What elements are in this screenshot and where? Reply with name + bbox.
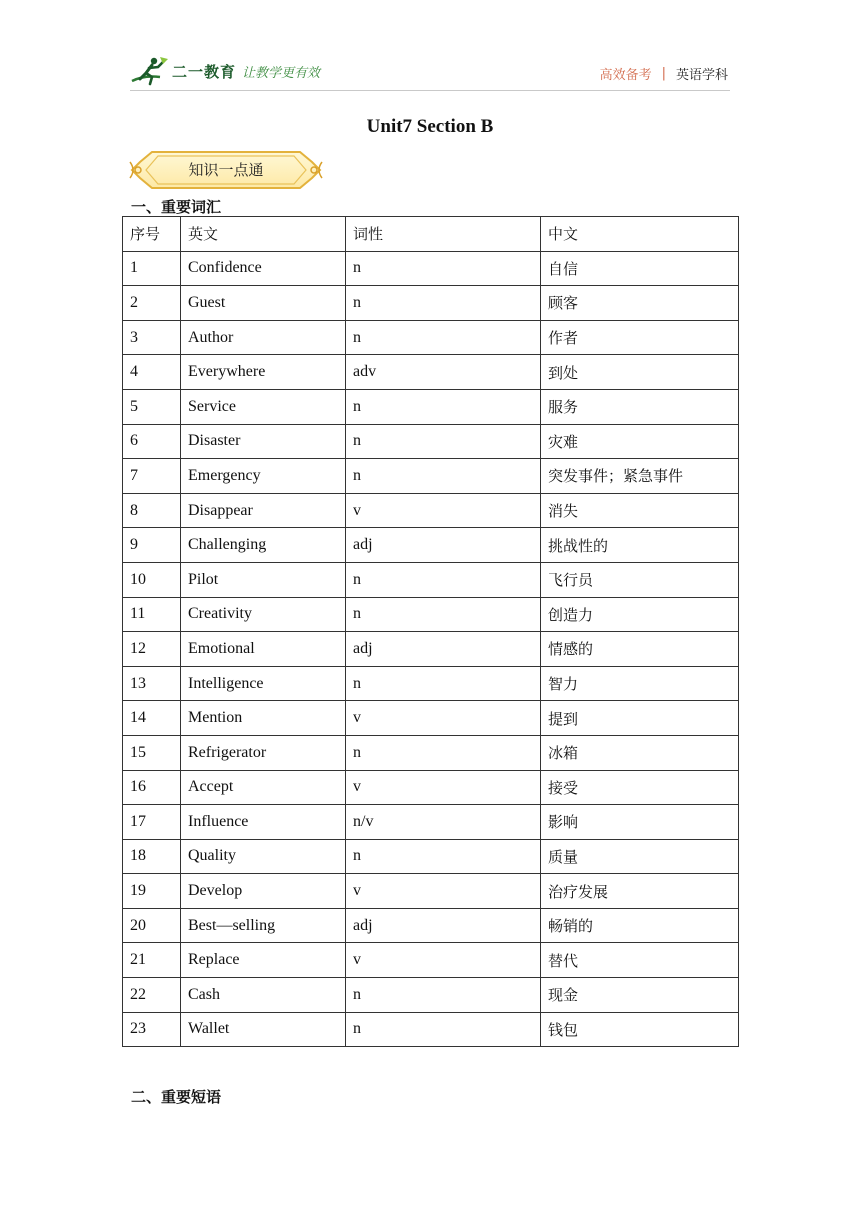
cell-chinese: 智力 [541,666,739,701]
cell-part-of-speech: n [346,389,541,424]
cell-chinese: 畅销的 [541,908,739,943]
logo [130,54,320,88]
cell-number: 7 [123,459,181,494]
table-row [123,943,739,978]
cell-english: Intelligence [181,666,346,701]
cell-number: 13 [123,666,181,701]
logo-name: 二一教育 [172,62,237,81]
table-row [123,424,739,459]
cell-number: 12 [123,632,181,667]
cell-chinese: 替代 [541,943,739,978]
cell-chinese: 创造力 [541,597,739,632]
cell-english: Refrigerator [181,735,346,770]
column-header: 词性 [346,217,541,252]
cell-part-of-speech: n [346,251,541,286]
table-row [123,805,739,840]
cell-part-of-speech: n [346,562,541,597]
logo-slogan: 让教学更有效 [242,65,321,81]
cell-english: Cash [181,978,346,1013]
cell-chinese: 挑战性的 [541,528,739,563]
table-row [123,978,739,1013]
cell-chinese: 现金 [541,978,739,1013]
table-row [123,389,739,424]
cell-number: 6 [123,424,181,459]
cell-number: 5 [123,389,181,424]
table-row [123,874,739,909]
runner-logo-icon [130,55,170,87]
table-row [123,597,739,632]
header-subject [600,64,728,83]
cell-chinese: 治疗发展 [541,874,739,909]
cell-english: Mention [181,701,346,736]
column-header: 中文 [541,217,739,252]
cell-number: 2 [123,286,181,321]
table-row [123,908,739,943]
cell-number: 3 [123,320,181,355]
cell-number: 1 [123,251,181,286]
header-tagline: 高效备考 [599,68,652,83]
cell-number: 10 [123,562,181,597]
cell-part-of-speech: v [346,493,541,528]
cell-chinese: 冰箱 [541,735,739,770]
header-subject-name: 英语学科 [675,68,728,83]
cell-chinese: 钱包 [541,1012,739,1047]
cell-english: Challenging [181,528,346,563]
cell-english: Guest [181,286,346,321]
table-row [123,251,739,286]
cell-part-of-speech: n [346,459,541,494]
cell-part-of-speech: adj [346,528,541,563]
table-row [123,770,739,805]
cell-chinese: 作者 [541,320,739,355]
cell-english: Pilot [181,562,346,597]
cell-number: 16 [123,770,181,805]
page-header [130,54,730,90]
cell-part-of-speech: n [346,735,541,770]
cell-number: 8 [123,493,181,528]
cell-number: 9 [123,528,181,563]
section-heading-vocabulary: 一、重要词汇 [131,198,222,216]
vocabulary-table [122,216,739,1047]
cell-english: Influence [181,805,346,840]
cell-part-of-speech: adj [346,632,541,667]
cell-english: Replace [181,943,346,978]
cell-chinese: 灾难 [541,424,739,459]
cell-chinese: 突发事件；紧急事件 [541,459,739,494]
cell-chinese: 服务 [541,389,739,424]
table-row [123,320,739,355]
cell-number: 19 [123,874,181,909]
cell-part-of-speech: n [346,839,541,874]
cell-part-of-speech: v [346,770,541,805]
cell-english: Develop [181,874,346,909]
cell-english: Quality [181,839,346,874]
cell-part-of-speech: v [346,701,541,736]
cell-chinese: 消失 [541,493,739,528]
header-separator: | [661,66,666,81]
cell-english: Creativity [181,597,346,632]
cell-english: Emotional [181,632,346,667]
table-row [123,459,739,494]
table-row [123,355,739,390]
cell-number: 11 [123,597,181,632]
cell-chinese: 接受 [541,770,739,805]
cell-part-of-speech: adv [346,355,541,390]
header-divider [130,90,730,91]
cell-english: Best—selling [181,908,346,943]
cell-english: Disappear [181,493,346,528]
table-row [123,666,739,701]
cell-chinese: 自信 [541,251,739,286]
cell-chinese: 提到 [541,701,739,736]
table-header-row [123,217,739,252]
section-banner [128,148,324,192]
cell-number: 21 [123,943,181,978]
cell-english: Wallet [181,1012,346,1047]
table-row [123,562,739,597]
cell-part-of-speech: n/v [346,805,541,840]
cell-chinese: 到处 [541,355,739,390]
cell-chinese: 顾客 [541,286,739,321]
cell-part-of-speech: n [346,666,541,701]
cell-number: 23 [123,1012,181,1047]
cell-english: Accept [181,770,346,805]
banner-label: 知识一点通 [188,161,264,179]
cell-part-of-speech: adj [346,908,541,943]
cell-english: Confidence [181,251,346,286]
table-row [123,735,739,770]
cell-part-of-speech: v [346,943,541,978]
cell-number: 14 [123,701,181,736]
table-row [123,701,739,736]
table-row [123,528,739,563]
cell-chinese: 飞行员 [541,562,739,597]
cell-number: 4 [123,355,181,390]
cell-part-of-speech: v [346,874,541,909]
cell-english: Emergency [181,459,346,494]
cell-part-of-speech: n [346,597,541,632]
table-row [123,1012,739,1047]
table-row [123,493,739,528]
cell-english: Everywhere [181,355,346,390]
column-header: 序号 [123,217,181,252]
cell-english: Disaster [181,424,346,459]
cell-number: 17 [123,805,181,840]
cell-number: 22 [123,978,181,1013]
table-row [123,286,739,321]
cell-chinese: 影响 [541,805,739,840]
column-header: 英文 [181,217,346,252]
cell-number: 18 [123,839,181,874]
cell-part-of-speech: n [346,978,541,1013]
cell-part-of-speech: n [346,1012,541,1047]
cell-part-of-speech: n [346,424,541,459]
page-title: Unit7 Section B [366,116,494,137]
cell-chinese: 情感的 [541,632,739,667]
cell-english: Service [181,389,346,424]
table-row [123,632,739,667]
cell-part-of-speech: n [346,320,541,355]
cell-chinese: 质量 [541,839,739,874]
cell-number: 20 [123,908,181,943]
section-heading-phrases: 二、重要短语 [131,1088,222,1106]
cell-part-of-speech: n [346,286,541,321]
table-row [123,839,739,874]
cell-number: 15 [123,735,181,770]
cell-english: Author [181,320,346,355]
